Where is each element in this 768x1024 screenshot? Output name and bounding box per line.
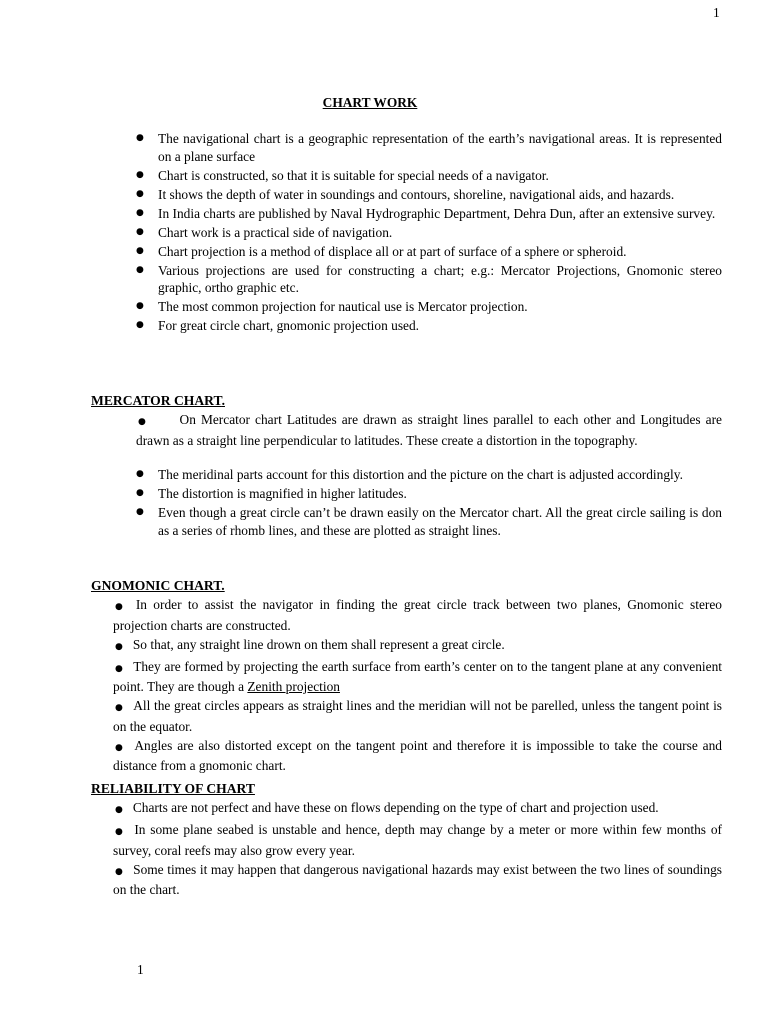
list-item-text: They are formed by projecting the earth surface from earth’s center on to the tangent plane at any convenient point. They are though a — [113, 658, 722, 694]
list-item-text: In India charts are published by Naval Hydrographic Department, Dehra Dun, after an extensive survey. — [158, 205, 716, 221]
list-item — [136, 262, 722, 297]
bullet-icon: ● — [115, 866, 124, 877]
list-item — [113, 861, 722, 899]
list-item-text: Various projections are used for constructing a chart; e.g.: Mercator Projections, Gnomonic stereo graphic, ortho graphic etc. — [158, 262, 722, 295]
bullet-icon: ● — [136, 469, 144, 479]
intro-list — [136, 130, 722, 336]
list-item-text: Even though a great circle can’t be drawn easily on the Mercator chart. All the great circle sailing is don as a series of rhomb lines, and these are plotted as straight lines. — [158, 505, 722, 538]
list-item — [113, 697, 722, 735]
list-item-text: The distortion is magnified in higher latitudes. — [158, 486, 407, 501]
bullet-icon: ● — [136, 488, 144, 498]
section-heading-mercator — [91, 392, 225, 410]
bullet-icon: ● — [138, 417, 148, 427]
list-item — [136, 167, 722, 185]
list-item-text: All the great circles appears as straight lines and the meridian will not be parelled, unless the tangent point is on the equator. — [113, 698, 722, 734]
bullet-icon: ● — [115, 641, 123, 652]
page-title: CHART WORK — [322, 95, 418, 110]
bullet-icon: ● — [136, 226, 144, 237]
list-item-text: Chart projection is a method of displace all or at part of surface of a sphere or spheroid. — [158, 243, 627, 259]
mercator-list — [136, 466, 722, 541]
list-item — [136, 317, 722, 335]
list-item-text: Angles are also distorted except on the tangent point and therefore it is impossible to take the course and distance from a gnomonic chart. — [113, 737, 722, 773]
list-item — [136, 466, 722, 484]
bullet-icon: ● — [136, 188, 144, 199]
list-item-text: For great circle chart, gnomonic projection used. — [158, 318, 420, 333]
bullet-icon: ● — [115, 742, 125, 753]
gnomonic-list — [113, 596, 722, 776]
list-item — [136, 243, 722, 261]
reliability-list — [113, 799, 722, 900]
bullet-icon: ● — [136, 207, 144, 218]
bullet-icon: ● — [136, 320, 144, 330]
list-item — [113, 799, 722, 820]
list-item-text: So that, any straight line drown on them shall represent a great circle. — [132, 636, 505, 652]
bullet-icon: ● — [136, 507, 144, 517]
bullet-icon: ● — [115, 602, 126, 612]
bullet-icon: ● — [136, 245, 144, 256]
bullet-icon: ● — [136, 133, 144, 143]
bullet-icon: ● — [115, 805, 123, 815]
list-item-text: In some plane seabed is unstable and hence, depth may change by a meter or more within few months of survey, coral reefs may also grow every year. — [113, 822, 722, 858]
bullet-icon: ● — [115, 827, 125, 837]
list-item — [136, 485, 722, 503]
list-item-text: The meridinal parts account for this distortion and the picture on the chart is adjusted accordingly. — [158, 467, 683, 482]
mercator-first-item — [136, 411, 722, 449]
list-item-text: The most common projection for nautical use is Mercator projection. — [158, 299, 528, 314]
list-item — [136, 205, 722, 223]
section-heading-gnomonic: GNOMONIC CHART. — [91, 578, 225, 593]
list-item — [136, 224, 722, 242]
list-item-text: On Mercator chart Latitudes are drawn as straight lines parallel to each other and Longitudes are drawn as a straight line perpendicular to latitudes. These create a distortion in the topography. — [136, 412, 722, 448]
list-item-text: Charts are not perfect and have these on flows depending on the type of chart and projection used. — [132, 800, 659, 815]
list-item — [113, 596, 722, 634]
zenith-projection-term: Zenith projection — [247, 679, 340, 694]
list-item — [113, 658, 722, 696]
list-item — [136, 130, 722, 165]
bullet-icon: ● — [136, 169, 144, 180]
bullet-icon: ● — [115, 663, 124, 674]
list-item-text: Chart work is a practical side of navigation. — [158, 224, 393, 240]
bullet-icon: ● — [136, 264, 144, 275]
bullet-icon: ● — [136, 301, 144, 311]
section-heading-reliability: RELIABILITY OF CHART — [91, 781, 255, 796]
page-number-bottom: 1 — [137, 962, 144, 977]
section-heading-text: MERCATOR CHART — [91, 393, 222, 408]
list-item-text: It shows the depth of water in soundings and contours, shoreline, navigational aids, and hazards. — [158, 186, 675, 202]
list-item — [136, 186, 722, 204]
list-item — [113, 636, 722, 657]
section-heading-suffix: . — [221, 393, 225, 408]
list-item — [136, 298, 722, 316]
list-item-text: Chart is constructed, so that it is suitable for special needs of a navigator. — [158, 167, 549, 183]
list-item-text: The navigational chart is a geographic representation of the earth’s navigational areas. It is represented on a plane surface — [158, 131, 722, 164]
list-item — [113, 737, 722, 775]
list-item-text: In order to assist the navigator in finding the great circle track between two planes, Gnomonic stereo projection charts are constructed. — [113, 597, 723, 633]
list-item — [113, 821, 722, 859]
list-item-text: Some times it may happen that dangerous navigational hazards may exist between the two lines of soundings on the chart. — [113, 861, 722, 897]
bullet-icon: ● — [115, 703, 124, 713]
list-item — [136, 504, 722, 539]
page-number-top: 1 — [713, 5, 720, 20]
